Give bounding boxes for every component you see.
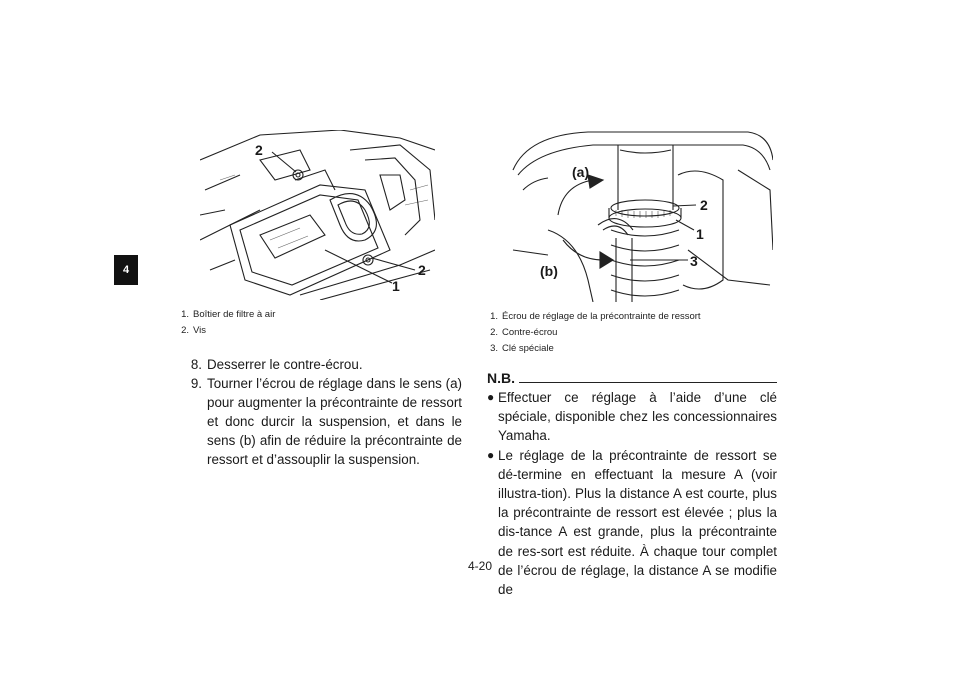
legend-number: 1. (181, 309, 189, 320)
legend-number: 3. (490, 343, 498, 354)
legend-text: Boîtier de filtre à air (193, 309, 276, 320)
callout-screw-top: 2 (255, 142, 263, 158)
step-number: 9. (190, 376, 202, 391)
callout-special-wrench: 3 (690, 253, 698, 269)
callout-direction-b: (b) (540, 263, 558, 279)
callout-adjusting-nut: 1 (696, 226, 704, 242)
bullet-icon: ● (487, 447, 495, 462)
chapter-tab (114, 255, 138, 285)
callout-screw-bottom: 2 (418, 262, 426, 278)
step-item (177, 355, 462, 374)
legend-number: 1. (490, 311, 498, 322)
bullet-icon: ● (487, 390, 495, 404)
page-number: 4-20 (467, 559, 493, 573)
note-header (487, 370, 777, 386)
legend-item (177, 307, 457, 323)
legend-item (486, 309, 776, 325)
note-bullet-text: Le réglage de la précontrainte de ressort se dé-termine en effectuant la mesure A (voir illustra-tion). Plus la distance A est courte, plus la précontrainte de ressort est élevée ; plus la dis-tance A est grande, plus la précontrainte de res-sort est réduite. À chaque tour complet de l’écrou de réglage, la distance A se modifie de (498, 447, 777, 598)
legend-number: 2. (490, 327, 498, 338)
step-item (177, 374, 462, 469)
note-section (487, 370, 777, 599)
procedure-steps (177, 355, 462, 469)
air-filter-illustration (200, 130, 435, 300)
air-filter-drawing (200, 130, 435, 300)
step-number: 8. (190, 357, 202, 372)
step-text: Desserrer le contre-écrou. (207, 357, 363, 372)
legend-text: Contre-écrou (502, 327, 558, 338)
left-figure-legend (177, 307, 457, 339)
note-rule (519, 382, 777, 383)
legend-number: 2. (181, 325, 189, 336)
callout-direction-a: (a) (572, 164, 590, 180)
callout-air-box: 1 (392, 278, 400, 294)
legend-text: Vis (193, 325, 207, 336)
legend-item (177, 323, 457, 339)
legend-item (486, 325, 776, 341)
chapter-tab-label: 4 (122, 264, 130, 276)
note-title: N.B. (487, 370, 515, 386)
note-bullet (487, 446, 777, 600)
legend-text: Écrou de réglage de la précontrainte de ressort (502, 311, 701, 322)
shock-absorber-illustration (508, 130, 773, 302)
legend-item (486, 341, 776, 357)
callout-lock-nut: 2 (700, 197, 708, 213)
step-text: Tourner l’écrou de réglage dans le sens (a) pour augmenter la précontrainte de ressort et donc durcir la suspension, et dans le sens (b) afin de réduire la précontrainte de ressort et d’assouplir la suspension. (207, 376, 462, 467)
note-bullet-text: Effectuer ce réglage à l’aide d’une clé spéciale, disponible chez les concessionnaires Yamaha. (498, 390, 777, 444)
note-bullet (487, 388, 777, 446)
legend-text: Clé spéciale (502, 343, 554, 354)
right-figure-legend (486, 309, 776, 357)
